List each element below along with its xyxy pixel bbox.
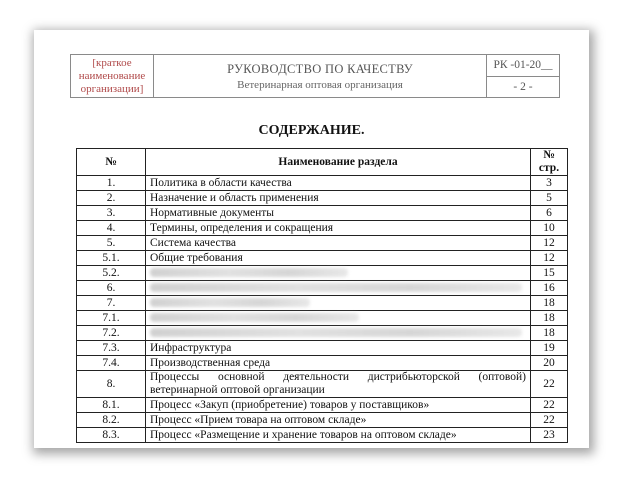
document-title: РУКОВОДСТВО ПО КАЧЕСТВУ [227, 61, 413, 76]
table-row [77, 221, 568, 236]
section-page: 22 [531, 371, 568, 398]
section-number: 7.2. [77, 326, 146, 341]
section-name-redacted [146, 296, 531, 311]
column-header-number: № [77, 149, 146, 176]
table-row [77, 311, 568, 326]
section-number: 8.2. [77, 413, 146, 428]
section-name-redacted [146, 326, 531, 341]
section-number: 7. [77, 296, 146, 311]
section-page: 5 [531, 191, 568, 206]
org-name-placeholder: [краткое наименование организации] [71, 55, 154, 98]
table-row [77, 251, 568, 266]
document-page [34, 30, 589, 448]
section-page: 18 [531, 296, 568, 311]
section-number: 5. [77, 236, 146, 251]
section-number: 7.1. [77, 311, 146, 326]
section-number: 4. [77, 221, 146, 236]
table-of-contents [76, 148, 568, 443]
section-name-redacted [146, 266, 531, 281]
section-name: Процессы основной деятельности дистрибьюторской (оптовой) ветеринарной оптовой организации [146, 371, 531, 398]
section-name-redacted [146, 281, 531, 296]
section-page: 20 [531, 356, 568, 371]
section-page: 18 [531, 311, 568, 326]
section-number: 3. [77, 206, 146, 221]
table-row [77, 296, 568, 311]
section-name-redacted [146, 311, 531, 326]
table-row [77, 191, 568, 206]
section-name: Процесс «Закуп (приобретение) товаров у поставщиков» [146, 398, 531, 413]
contents-heading: СОДЕРЖАНИЕ. [258, 123, 365, 138]
section-name: Инфраструктура [146, 341, 531, 356]
section-name: Система качества [146, 236, 531, 251]
section-number: 7.4. [77, 356, 146, 371]
section-number: 5.2. [77, 266, 146, 281]
table-row [77, 341, 568, 356]
table-row [77, 398, 568, 413]
section-number: 8.3. [77, 428, 146, 443]
document-header [70, 54, 560, 98]
section-number: 7.3. [77, 341, 146, 356]
table-row [77, 326, 568, 341]
section-name: Производственная среда [146, 356, 531, 371]
section-page: 3 [531, 176, 568, 191]
table-row [77, 281, 568, 296]
redacted-text-blur [150, 268, 348, 277]
section-name: Общие требования [146, 251, 531, 266]
section-page: 15 [531, 266, 568, 281]
section-name: Процесс «Размещение и хранение товаров на оптовом складе» [146, 428, 531, 443]
section-number: 8.1. [77, 398, 146, 413]
section-number: 2. [77, 191, 146, 206]
section-number: 5.1. [77, 251, 146, 266]
toc-header-row [77, 149, 568, 176]
section-page: 22 [531, 398, 568, 413]
table-row [77, 428, 568, 443]
table-row [77, 413, 568, 428]
section-page: 12 [531, 236, 568, 251]
document-code: РК -01-20__ [487, 55, 560, 77]
section-name: Термины, определения и сокращения [146, 221, 531, 236]
section-number: 6. [77, 281, 146, 296]
section-number: 1. [77, 176, 146, 191]
header-title-cell [154, 55, 487, 98]
redacted-text-blur [150, 283, 522, 292]
table-row [77, 266, 568, 281]
table-row [77, 236, 568, 251]
table-row [77, 176, 568, 191]
column-header-page: № стр. [531, 149, 568, 176]
section-name: Политика в области качества [146, 176, 531, 191]
section-page: 6 [531, 206, 568, 221]
page-number: - 2 - [487, 76, 560, 98]
redacted-text-blur [150, 328, 522, 337]
redacted-text-blur [150, 298, 310, 307]
section-name: Назначение и область применения [146, 191, 531, 206]
table-row [77, 371, 568, 398]
section-page: 18 [531, 326, 568, 341]
section-name: Процесс «Прием товара на оптовом складе» [146, 413, 531, 428]
redacted-text-blur [150, 313, 359, 322]
section-page: 23 [531, 428, 568, 443]
section-page: 22 [531, 413, 568, 428]
section-name: Нормативные документы [146, 206, 531, 221]
table-row [77, 356, 568, 371]
section-page: 16 [531, 281, 568, 296]
section-page: 10 [531, 221, 568, 236]
section-page: 12 [531, 251, 568, 266]
section-number: 8. [77, 371, 146, 398]
section-page: 19 [531, 341, 568, 356]
table-row [77, 206, 568, 221]
column-header-section-name: Наименование раздела [146, 149, 531, 176]
organization-type: Ветеринарная оптовая организация [237, 78, 403, 91]
